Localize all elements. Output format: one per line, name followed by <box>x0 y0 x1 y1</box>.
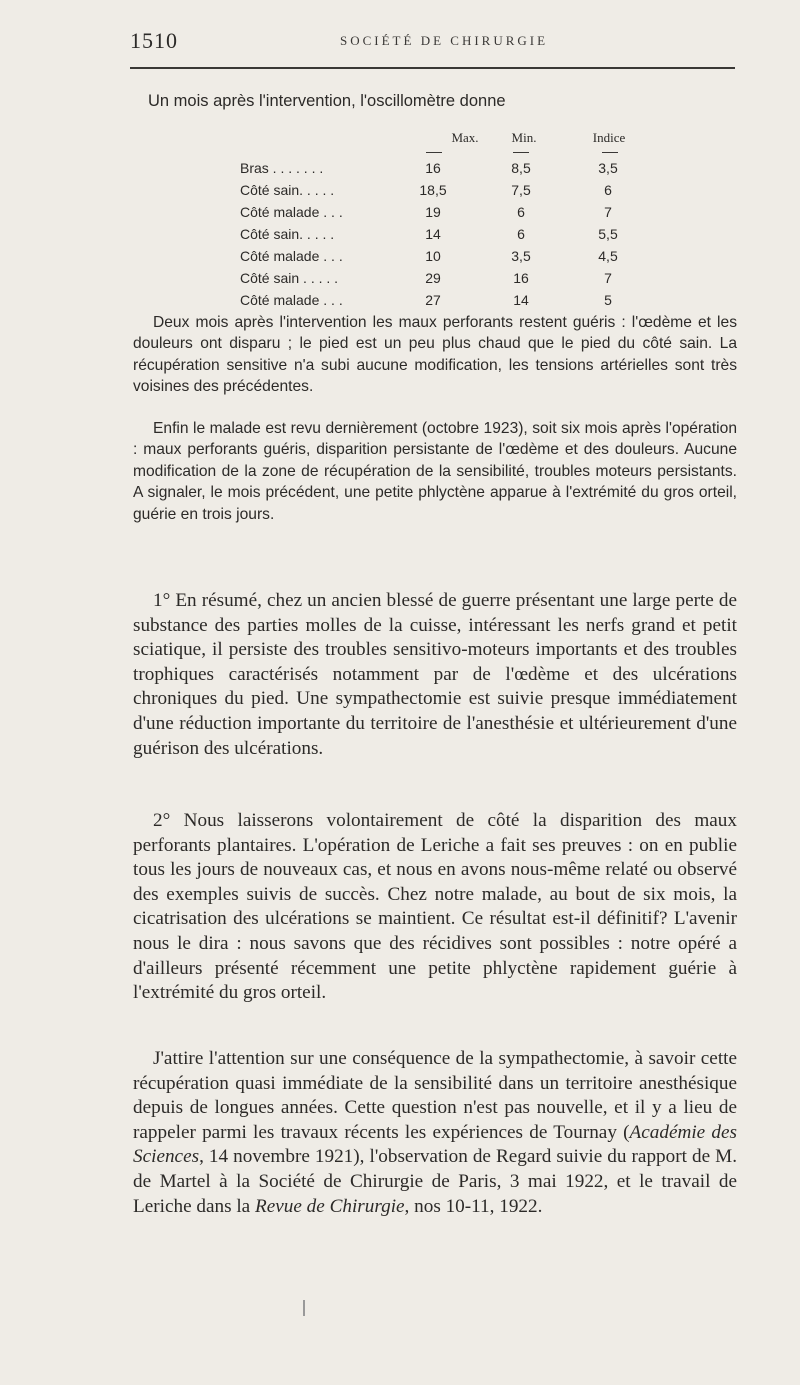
cell-indice: 5 <box>604 292 612 308</box>
cell-max: 27 <box>425 292 441 308</box>
row-label: Côté malade . . . <box>240 204 343 220</box>
row-label: Côté malade . . . <box>240 248 343 264</box>
cell-max: 18,5 <box>419 182 447 198</box>
cell-max: 14 <box>425 226 441 242</box>
cell-indice: 4,5 <box>598 248 618 264</box>
row-label: Côté sain. . . . . <box>240 182 335 198</box>
table-row <box>0 160 800 182</box>
table-row <box>0 248 800 270</box>
table-row <box>0 226 800 248</box>
cell-min: 7,5 <box>511 182 531 198</box>
paragraph: Deux mois après l'intervention les maux perforants restent guéris : l'œdème et les douleurs ont disparu ; le pied est un peu plus chaud que le pied du côté sain. La récupération sensitive n'a subi aucune modification, les tensions artérielles sont très voisines des précédentes. <box>133 314 737 396</box>
cell-indice: 7 <box>604 270 612 286</box>
paragraph <box>133 1047 737 1219</box>
cell-max: 29 <box>425 270 441 286</box>
print-mark <box>303 1300 305 1316</box>
cell-min: 16 <box>513 270 529 286</box>
table-row <box>0 270 800 292</box>
cell-min: 3,5 <box>511 248 531 264</box>
citation: Académie des Sciences <box>133 1121 737 1168</box>
column-dash <box>426 152 442 153</box>
cell-indice: 7 <box>604 204 612 220</box>
paragraph: 1° En résumé, chez un ancien blessé de guerre présentant une large perte de substance des parties molles de la cuisse, intéressant les nerfs grand et petit sciatique, il persiste des troubles sensitivo-moteurs importants et des troubles trophiques caractérisés notamment par de l'œdème et des ulcérations chroniques du pied. Une sympathectomie est suivie presque immédiatement d'une réduction importante du territoire de l'anesthésie et ultérieurement d'une guérison des ulcérations. <box>133 590 737 759</box>
cell-indice: 6 <box>604 182 612 198</box>
column-header-min: Min. <box>511 130 537 145</box>
paragraph-text: , nos 10-11, 1922. <box>404 1195 543 1217</box>
row-label: Côté malade . . . <box>240 292 343 308</box>
cell-min: 6 <box>517 204 525 220</box>
cell-min: 14 <box>513 292 529 308</box>
cell-indice: 3,5 <box>598 160 618 176</box>
page-header <box>130 28 735 52</box>
page-number: 1510 <box>130 28 178 53</box>
table-row <box>0 182 800 204</box>
citation: Revue de Chirurgie <box>255 1195 405 1217</box>
cell-max: 10 <box>425 248 441 264</box>
column-dash <box>602 152 618 153</box>
cell-max: 16 <box>425 160 441 176</box>
paragraph: 2° Nous laisserons volontairement de côté la disparition des maux perforants plantaires. L'opération de Leriche a fait ses preuves : on en publie tous les jours de nouveaux cas, et nous en avons nous-même relaté ou observé des exemples suivis de succès. Chez notre malade, au bout de six mois, la cicatrisation des ulcérations se maintient. Ce résultat est-il définitif? L'avenir nous le dira : nous savons que des récidives sont possibles : notre opéré a d'ailleurs présenté récemment une petite phlyctène rapidement guérie à l'extrémité du gros orteil. <box>133 810 737 1004</box>
column-header-indice: Indice <box>592 130 626 145</box>
column-header-max: Max. <box>451 130 479 145</box>
table-row <box>0 292 800 314</box>
column-dash <box>513 152 529 153</box>
paragraph-text: , 14 novembre 1921), l'observation de Regard suivie du rapport de M. de Martel à la Société de Chirurgie de Paris, 3 mai 1922, et le travail de Leriche dans la <box>133 1146 737 1217</box>
cell-indice: 5,5 <box>598 226 618 242</box>
cell-min: 8,5 <box>511 160 531 176</box>
paragraph-text: J'attire l'attention sur une conséquence de la sympathectomie, à savoir cette récupération quasi immédiate de la sensibilité dans un territoire anesthésique depuis de longues années. Cette question n'est pas nouvelle, et il y a lieu de rappeler parmi les travaux récents les expériences de Tournay ( <box>133 1048 737 1143</box>
header-rule <box>130 67 735 69</box>
table-row <box>0 204 800 226</box>
table-intro: Un mois après l'intervention, l'oscillomètre donne <box>148 92 506 110</box>
paragraph: Enfin le malade est revu dernièrement (octobre 1923), soit six mois après l'opération : maux perforants guéris, disparition persistante de l'œdème et des douleurs. Aucune modification de la zone de récupération de la sensibilité, troubles moteurs persistants. A signaler, le mois précédent, une petite phlyctène apparue à l'extrémité du gros orteil, guérie en trois jours. <box>133 420 737 523</box>
running-head: SOCIÉTÉ DE CHIRURGIE <box>340 33 549 48</box>
row-label: Côté sain. . . . . <box>240 226 335 242</box>
cell-max: 19 <box>425 204 441 220</box>
row-label: Côté sain . . . . . <box>240 270 339 286</box>
cell-min: 6 <box>517 226 525 242</box>
row-label: Bras . . . . . . . <box>240 160 324 176</box>
